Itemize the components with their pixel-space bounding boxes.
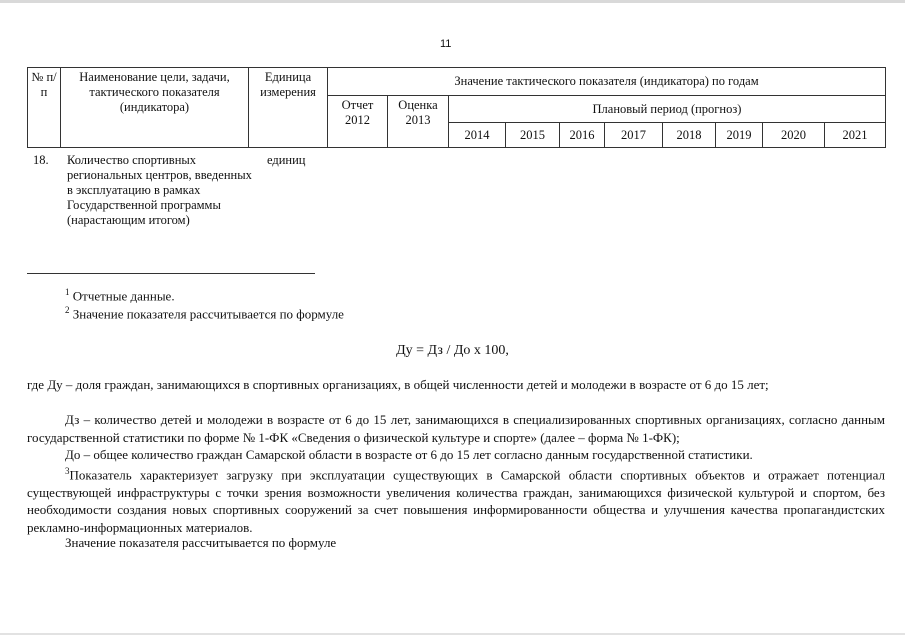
paragraph-do: До – общее количество граждан Самарской области в возрасте от 6 до 15 лет согласно данным государственной статистики. xyxy=(65,447,753,462)
year-cell: 2015 xyxy=(506,123,560,148)
header-planned: Плановый период (прогноз) xyxy=(449,96,886,123)
header-estimate: Оценка 2013 xyxy=(388,96,449,148)
footnote-mark: 1 xyxy=(65,287,70,297)
year-cell: 2021 xyxy=(825,123,886,148)
footnote-2 xyxy=(65,305,344,322)
footnote-text: Отчетные данные. xyxy=(69,288,175,304)
footnote-separator xyxy=(27,273,315,274)
header-values: Значение тактического показателя (индикатора) по годам xyxy=(328,68,886,96)
header-unit: Единица измерения xyxy=(249,68,328,148)
page-number: 11 xyxy=(440,38,452,50)
row-unit: единиц xyxy=(267,153,306,167)
formula: Ду = Дз / До х 100, xyxy=(396,343,509,358)
footnote-1 xyxy=(65,287,175,304)
row-name: Количество спортивных региональных центров, введенных в эксплуатацию в рамках Государственной программы (нарастающим итогом) xyxy=(67,153,252,227)
footnote-mark: 2 xyxy=(65,305,70,315)
year-cell: 2017 xyxy=(605,123,663,148)
header-report: Отчет 2012 xyxy=(328,96,388,148)
indicator-table xyxy=(27,67,886,148)
footnote-text: Значение показателя рассчитывается по формуле xyxy=(69,306,344,322)
paragraph-formula-intro: Значение показателя рассчитывается по формуле xyxy=(65,535,337,550)
bottom-edge-rule xyxy=(0,633,905,635)
row-number: 18. xyxy=(33,153,49,167)
year-cell: 2016 xyxy=(560,123,605,148)
paragraph-text: Показатель характеризует загрузку при эксплуатации существующих в Самарской области спортивных объектов и отражает потенциал существующей инфраструктуры с точки зрения возможности увеличения количества граждан, занимающихся физической культурой и спортом, без необходимости создания новых спортивных сооружений за счет повышения информированности общества и улучшения качества пропагандистских рекламно-информационных материалов. xyxy=(27,467,885,535)
year-cell: 2020 xyxy=(763,123,825,148)
header-num: № п/п xyxy=(28,68,61,148)
footnote-mark: 3 xyxy=(65,466,70,476)
paragraph-dz: Дз – количество детей и молодежи в возрасте от 6 до 15 лет, занимающихся в специализированных спортивных организациях, согласно данным государственной статистики по форме № 1-ФК «Сведения о физической культуре и спорте» (далее – форма № 1-ФК); xyxy=(27,412,885,445)
year-cell: 2014 xyxy=(449,123,506,148)
paragraph-du: где Ду – доля граждан, занимающихся в спортивных организациях, в общей численности детей и молодежи в возрасте от 6 до 15 лет; xyxy=(27,377,769,392)
paragraph-footnote-3 xyxy=(27,463,885,536)
header-name: Наименование цели, задачи, тактического показателя (индикатора) xyxy=(61,68,249,148)
top-edge-rule xyxy=(0,0,905,3)
year-cell: 2018 xyxy=(663,123,716,148)
year-cell: 2019 xyxy=(716,123,763,148)
